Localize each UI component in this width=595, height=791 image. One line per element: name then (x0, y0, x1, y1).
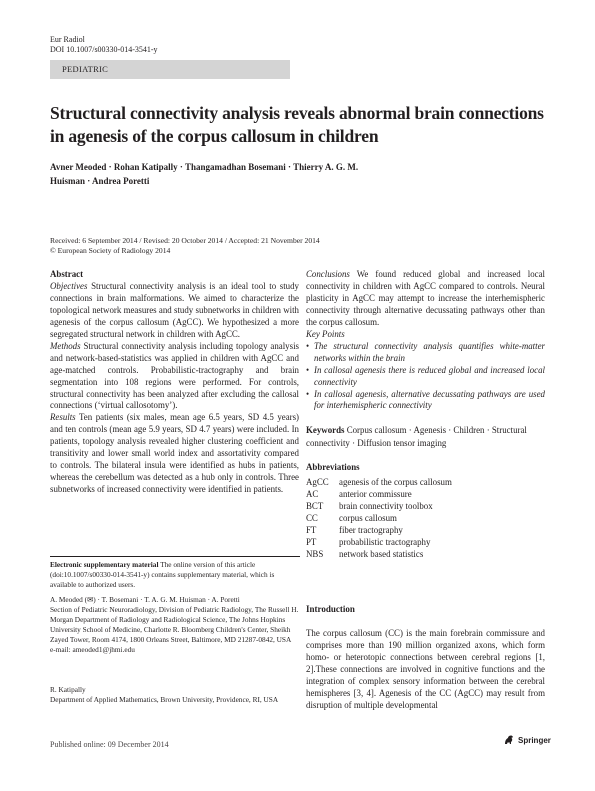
conclusions-text: We found reduced global and increased local connectivity in children with AgCC compared to controls. Neural plasticity in AgCC may attempt to increase the interhemispheric connectivity through alternative decussating pathways other than the corpus callosum. (306, 269, 545, 327)
abstract-objectives (50, 281, 299, 341)
abstract-conclusions (306, 269, 545, 329)
supplementary-note (50, 560, 300, 590)
keywords-text: Corpus callosum · Agenesis · Children · Structural connectivity · Diffusion tensor imaging (306, 425, 527, 449)
methods-label: Methods (50, 340, 81, 351)
abstract-continuation-column (306, 269, 545, 560)
objectives-label: Objectives (50, 280, 88, 291)
supplementary-label: Electronic supplementary material (50, 560, 159, 569)
abbreviation-definition: fiber tractography (339, 525, 403, 536)
abbreviation-row (306, 488, 545, 500)
abbreviations-heading: Abbreviations (306, 462, 360, 473)
copyright-notice: © European Society of Radiology 2014 (50, 246, 171, 255)
springer-horse-icon (503, 734, 515, 746)
journal-name: Eur Radiol (50, 35, 85, 44)
introduction-text: The corpus callosum (CC) is the main forebrain commissure and comprises more than 190 million organized axons, which form homo- or heterotopic connections between cerebral regions [1, 2].These connections are involved in cognitive functions and the integration of complex sensory information between the cerebral hemispheres [3, 4]. Agenesis of the CC (AgCC) may result from disruption of multiple developmental (306, 628, 545, 710)
abbreviation-row (306, 500, 545, 512)
results-label: Results (50, 412, 76, 423)
key-points-heading: Key Points (306, 328, 345, 339)
introduction-heading: Introduction (306, 604, 355, 614)
abbreviation-row (306, 512, 545, 524)
abstract-column (50, 269, 299, 496)
abbreviation-term: CC (306, 513, 318, 524)
abbreviation-term: NBS (306, 549, 324, 560)
abbreviation-definition: agenesis of the corpus callosum (339, 477, 452, 488)
affiliation-address: Section of Pediatric Neuroradiology, Division of Pediatric Radiology, The Russell H. Morgan Department of Radiology and Radiological Science, The Johns Hopkins University School of Medicine, Charlotte R. Bloomberg Children's Center, Sheikh Zayed Tower, Room 4174, 1800 Orleans Street, Baltimore, MD 21287-0842, USA (50, 605, 299, 644)
abstract-heading: Abstract (50, 269, 84, 279)
abbreviation-row (306, 476, 545, 488)
published-date: Published online: 09 December 2014 (50, 740, 169, 749)
abbreviation-term: BCT (306, 501, 324, 512)
article-title: Structural connectivity analysis reveals abnormal brain connections in agenesis of the corpus callosum in children (50, 103, 544, 146)
abbreviations-list (306, 476, 545, 560)
abbreviation-definition: anterior commissure (339, 489, 412, 500)
correspondence-email[interactable]: e-mail: ameoded1@jhmi.edu (50, 645, 135, 654)
abbreviation-definition: network based statistics (339, 549, 424, 560)
conclusions-label: Conclusions (306, 269, 350, 279)
key-point-item: • In callosal agenesis, alternative decussating pathways are used for interhemispheric connectivity (306, 389, 545, 413)
category-label: PEDIATRIC (62, 64, 109, 74)
doi[interactable]: DOI 10.1007/s00330-014-3541-y (50, 45, 158, 54)
affiliation-primary (50, 595, 300, 655)
publisher-logo (503, 734, 551, 746)
methods-text: Structural connectivity analysis including topology analysis and network-based-statistics was applied in children with AgCC and age-matched controls. Probabilistic-tractography and brain segmentation into 108 regions were performed. For controls, structural connectivity has been analyzed after excluding the callosal connections (‘virtual callosotomy’). (50, 340, 299, 411)
abbreviation-definition: probabilistic tractography (339, 537, 431, 548)
abbreviation-row (306, 548, 545, 560)
affiliation-authors: R. Katipally (50, 685, 86, 694)
abbreviation-row (306, 536, 545, 548)
abbreviation-term: AC (306, 489, 319, 500)
article-dates: Received: 6 September 2014 / Revised: 20 October 2014 / Accepted: 21 November 2014 (50, 236, 320, 245)
results-text: Ten patients (six males, mean age 6.5 years, SD 4.5 years) and ten controls (mean age 5.9 years, SD 4.7 years) were included. In patients, topology analysis revealed higher clustering coefficient and transitivity and lower small world index and assortativity compared to controls. The bilateral insula were identified as hubs in patients, whereas the cerebellum was detected as a hub only in controls. Three subnetworks of increased connectivity were identified in patients. (50, 412, 299, 495)
abbreviation-definition: brain connectivity toolbox (339, 501, 433, 512)
keywords-label: Keywords (306, 425, 345, 436)
abbreviation-row (306, 524, 545, 536)
affiliation-secondary (50, 685, 300, 705)
abbreviation-term: AgCC (306, 477, 329, 488)
supplementary-text: The online version of this article (doi:10.1007/s00330-014-3541-y) contains supplementary material, which is available to authorized users. (50, 560, 275, 589)
key-points-list (306, 341, 545, 413)
category-banner (50, 60, 290, 79)
abbreviation-term: FT (306, 525, 317, 536)
objectives-text: Structural connectivity analysis is an ideal tool to study connections in brain malformations. We aimed to characterize the topological network measures and study subnetworks in children with agenesis of the corpus callosum (AgCC). We hypothesized a more segregated structural network in children with AgCC. (50, 280, 299, 339)
abbreviation-term: PT (306, 537, 317, 548)
footnote-divider (50, 556, 300, 557)
key-point-item: • In callosal agenesis there is reduced global and increased local connectivity (306, 365, 545, 389)
key-point-item: • The structural connectivity analysis quantifies white-matter networks within the brain (306, 341, 545, 365)
abbreviation-definition: corpus callosum (339, 513, 397, 524)
abstract-results (50, 412, 299, 496)
publisher-name: Springer (518, 735, 551, 745)
author-list: Avner Meoded · Rohan Katipally · Thangamadhan Bosemani · Thierry A. G. M. Huisman · Andrea Poretti (50, 162, 359, 186)
affiliation-address: Department of Applied Mathematics, Brown University, Providence, RI, USA (50, 695, 279, 704)
abstract-methods (50, 341, 299, 413)
affiliation-authors: A. Meoded (✉) · T. Bosemani · T. A. G. M. Huisman · A. Poretti (50, 595, 240, 604)
keywords (306, 424, 545, 450)
